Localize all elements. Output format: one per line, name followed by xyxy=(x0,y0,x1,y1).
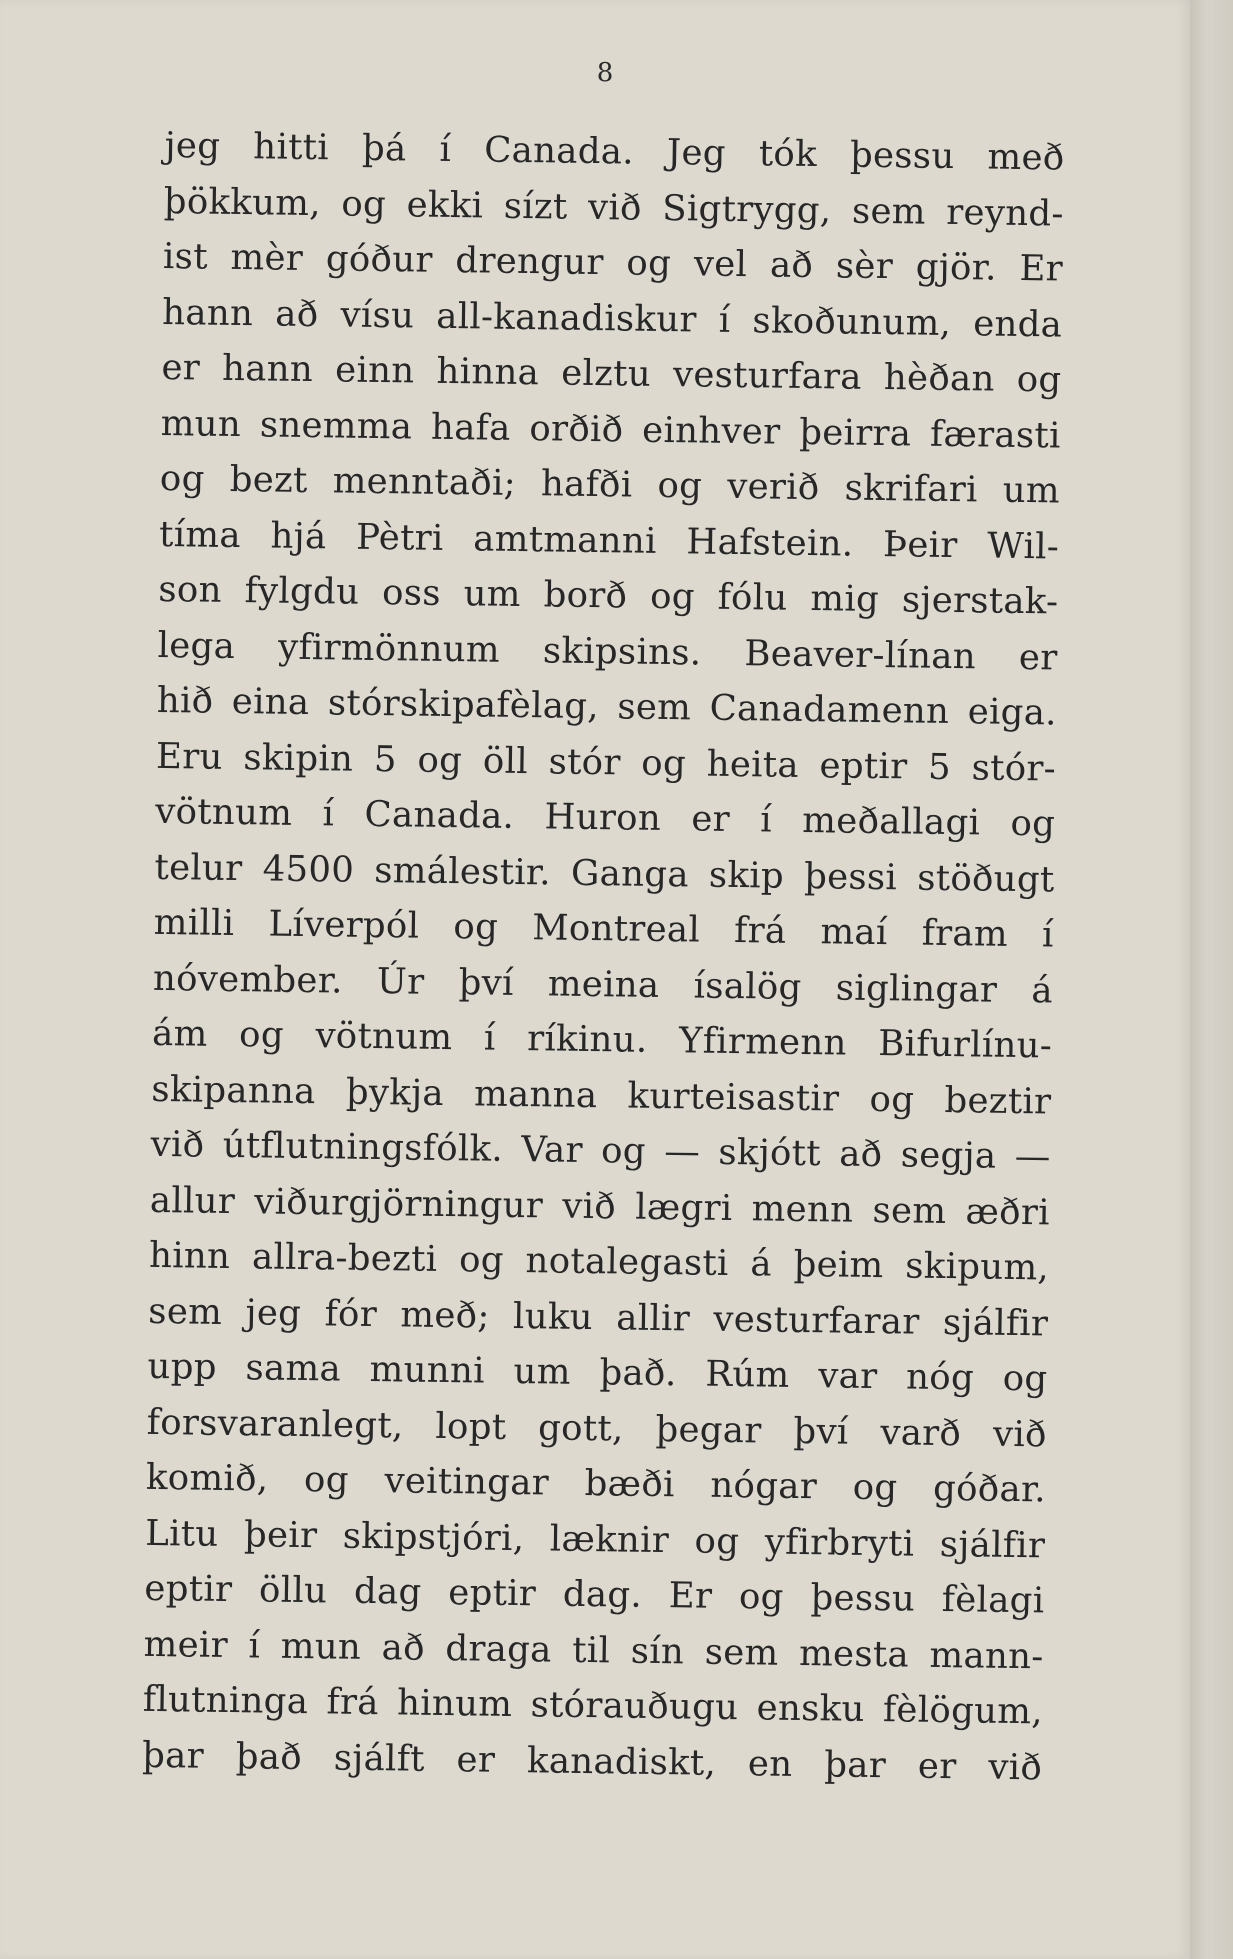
text-line: nóvember. Úr því meina ísalög siglingar á xyxy=(152,957,1054,1011)
text-line: mun snemma hafa orðið einhver þeirra færasti xyxy=(160,402,1061,457)
text-line: við útflutningsfólk. Var og — skjótt að segja — xyxy=(150,1123,1051,1178)
text-line: telur 4500 smálestir. Ganga skip þessi stöðugt xyxy=(154,846,1055,900)
text-line: og bezt menntaði; hafði og verið skrifari um xyxy=(159,457,1061,512)
text-line: hinn allra-bezti og notalegasti á þeim skipum, xyxy=(148,1234,1050,1289)
page-number: 8 xyxy=(596,58,614,88)
text-line: lega yfirmönnum skipsins. Beaver-línan er xyxy=(157,624,1058,679)
text-line: Eru skipin 5 og öll stór og heita eptir 5 stór- xyxy=(155,735,1057,790)
text-line: son fylgdu oss um borð og fólu mig sjerstak- xyxy=(158,568,1059,623)
text-line: vötnum í Canada. Huron er í meðallagi og xyxy=(155,790,1056,845)
text-line: þökkum, og ekki sízt við Sigtrygg, sem reynd- xyxy=(163,180,1065,235)
text-line: milli Líverpól og Montreal frá maí fram í xyxy=(153,901,1054,956)
text-line: flutninga frá hinum stórauðugu ensku fèlögum, xyxy=(142,1678,1044,1733)
text-line: jeg hitti þá í Canada. Jeg tók þessu með xyxy=(164,124,1065,179)
text-line: ist mèr góður drengur og vel að sèr gjör. Er xyxy=(162,235,1064,290)
text-line: er hann einn hinna elztu vesturfara hèðan og xyxy=(161,346,1062,401)
text-line: hann að vísu all-kanadiskur í skoðunum, enda xyxy=(162,291,1063,346)
text-line: skipanna þykja manna kurteisastir og beztir xyxy=(151,1068,1052,1122)
text-line: tíma hjá Pètri amtmanni Hafstein. Þeir Wil- xyxy=(158,513,1060,568)
body-text xyxy=(142,118,1065,1795)
text-line: Litu þeir skipstjóri, læknir og yfirbryti sjálfir xyxy=(144,1512,1046,1566)
text-line: allur viðurgjörningur við lægri menn sem æðri xyxy=(149,1179,1051,1233)
text-line: eptir öllu dag eptir dag. Er og þessu fèlagi xyxy=(144,1567,1045,1622)
text-line: upp sama munni um það. Rúm var nóg og xyxy=(147,1345,1048,1400)
text-line: komið, og veitingar bæði nógar og góðar. xyxy=(145,1456,1047,1511)
text-line: hið eina stórskipafèlag, sem Canadamenn eiga. xyxy=(156,679,1058,734)
page-edge xyxy=(1190,0,1233,1959)
text-line: þar það sjálft er kanadiskt, en þar er við xyxy=(141,1734,1043,1788)
text-line: ám og vötnum í ríkinu. Yfirmenn Bifurlínu- xyxy=(151,1012,1053,1067)
text-line: forsvaranlegt, lopt gott, þegar því varð við xyxy=(146,1401,1047,1455)
text-line: meir í mun að draga til sín sem mesta mann- xyxy=(143,1623,1044,1677)
text-line: sem jeg fór með; luku allir vesturfarar sjálfir xyxy=(148,1290,1049,1344)
